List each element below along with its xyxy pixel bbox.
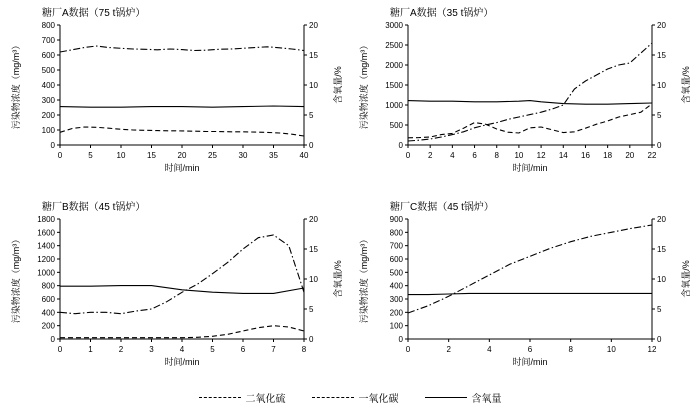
svg-text:500: 500 [389, 268, 403, 278]
svg-text:10: 10 [116, 151, 126, 160]
chart-panel-0 [8, 4, 348, 184]
svg-text:5: 5 [210, 345, 215, 354]
svg-text:10: 10 [657, 275, 666, 284]
chart-canvas-2 [8, 213, 348, 375]
svg-text:16: 16 [581, 151, 590, 160]
svg-text:4: 4 [450, 151, 455, 160]
svg-text:15: 15 [309, 245, 318, 254]
svg-text:10: 10 [606, 345, 616, 354]
svg-text:0: 0 [50, 335, 55, 344]
svg-text:500: 500 [41, 66, 55, 75]
svg-text:污染物浓度（mg/m³）: 污染物浓度（mg/m³） [359, 40, 369, 130]
svg-text:2000: 2000 [385, 61, 403, 70]
svg-text:100: 100 [41, 126, 55, 135]
chart-title-2: 糖厂B数据（45 t锅炉） [42, 202, 146, 213]
svg-text:5: 5 [309, 111, 314, 120]
svg-text:300: 300 [41, 96, 55, 105]
legend-item-2 [425, 390, 502, 405]
svg-text:15: 15 [657, 51, 666, 60]
svg-text:20: 20 [657, 215, 666, 224]
svg-text:800: 800 [41, 281, 55, 291]
svg-text:800: 800 [41, 21, 55, 30]
legend-label-0: 二氧化硫 [245, 393, 286, 405]
svg-text:3000: 3000 [385, 21, 403, 30]
svg-text:4: 4 [179, 345, 185, 354]
svg-text:0: 0 [398, 335, 403, 344]
svg-text:0: 0 [57, 151, 63, 160]
svg-text:600: 600 [389, 255, 403, 264]
svg-text:10: 10 [309, 275, 318, 284]
svg-text:1200: 1200 [37, 255, 55, 264]
svg-text:1500: 1500 [385, 81, 403, 90]
svg-text:3: 3 [149, 345, 154, 354]
svg-text:污染物浓度（mg/m³）: 污染物浓度（mg/m³） [11, 234, 21, 324]
svg-text:0: 0 [657, 335, 662, 344]
svg-text:1000: 1000 [37, 268, 55, 278]
legend-swatch-carbon-monoxide [312, 397, 354, 398]
svg-text:600: 600 [41, 295, 55, 304]
svg-text:含氧量/%: 含氧量/% [333, 260, 343, 298]
svg-text:时间/min: 时间/min [512, 163, 548, 173]
svg-text:40: 40 [299, 151, 309, 160]
chart-legend [0, 386, 700, 408]
svg-text:20: 20 [625, 151, 635, 160]
svg-text:2: 2 [427, 151, 433, 160]
svg-text:1600: 1600 [37, 228, 55, 238]
svg-text:1000: 1000 [385, 101, 403, 110]
svg-text:0: 0 [57, 345, 63, 354]
legend-label-2: 含氧量 [471, 393, 502, 405]
svg-text:8: 8 [301, 345, 307, 354]
chart-panel-3 [356, 198, 696, 378]
svg-text:30: 30 [238, 151, 248, 160]
svg-text:500: 500 [389, 121, 403, 130]
svg-text:2: 2 [446, 345, 451, 354]
legend-swatch-sulfur-dioxide [199, 397, 241, 398]
svg-text:0: 0 [657, 141, 662, 150]
svg-text:15: 15 [147, 151, 156, 160]
svg-text:6: 6 [240, 345, 246, 354]
legend-label-1: 一氧化碳 [358, 393, 399, 405]
chart-canvas-3 [356, 213, 696, 375]
svg-text:10: 10 [657, 81, 666, 90]
svg-text:7: 7 [271, 345, 276, 354]
svg-text:含氧量/%: 含氧量/% [681, 260, 691, 298]
svg-text:时间/min: 时间/min [512, 357, 548, 367]
svg-text:400: 400 [389, 281, 403, 291]
svg-text:300: 300 [389, 295, 403, 304]
svg-text:10: 10 [514, 151, 524, 160]
svg-text:8: 8 [494, 151, 499, 160]
svg-text:6: 6 [472, 151, 477, 160]
svg-text:12: 12 [536, 151, 546, 160]
svg-text:200: 200 [41, 321, 55, 331]
svg-text:12: 12 [647, 345, 657, 354]
svg-text:5: 5 [309, 305, 314, 314]
svg-text:0: 0 [309, 141, 314, 150]
svg-text:400: 400 [41, 81, 55, 90]
svg-text:8: 8 [568, 345, 573, 354]
svg-text:1800: 1800 [37, 215, 55, 224]
svg-text:4: 4 [487, 345, 492, 354]
svg-text:700: 700 [389, 241, 403, 251]
chart-canvas-1 [356, 19, 696, 181]
svg-text:800: 800 [389, 228, 403, 238]
svg-text:18: 18 [603, 151, 613, 160]
svg-text:0: 0 [405, 345, 411, 354]
chart-title-0: 糖厂A数据（75 t锅炉） [42, 8, 146, 19]
svg-text:1: 1 [88, 345, 93, 354]
svg-text:22: 22 [647, 151, 657, 160]
svg-text:700: 700 [41, 36, 55, 45]
legend-item-1 [312, 390, 399, 405]
svg-text:200: 200 [41, 111, 55, 120]
svg-text:100: 100 [389, 321, 403, 331]
svg-text:含氧量/%: 含氧量/% [681, 66, 691, 104]
svg-text:2: 2 [118, 345, 124, 354]
chart-canvas-0 [8, 19, 348, 181]
svg-text:时间/min: 时间/min [164, 357, 200, 367]
svg-text:0: 0 [398, 141, 403, 150]
svg-text:20: 20 [309, 215, 318, 224]
chart-title-3: 糖厂C数据（45 t锅炉） [390, 202, 494, 213]
svg-text:35: 35 [269, 151, 278, 160]
svg-text:20: 20 [657, 21, 666, 30]
svg-text:0: 0 [309, 335, 314, 344]
svg-text:5: 5 [657, 305, 662, 314]
svg-text:400: 400 [41, 308, 55, 318]
svg-text:污染物浓度（mg/m³）: 污染物浓度（mg/m³） [359, 234, 369, 324]
svg-text:600: 600 [41, 51, 55, 60]
svg-text:900: 900 [389, 215, 403, 224]
chart-panel-1 [356, 4, 696, 184]
svg-text:5: 5 [88, 151, 93, 160]
svg-text:20: 20 [309, 21, 318, 30]
svg-text:1400: 1400 [37, 241, 55, 251]
svg-text:25: 25 [208, 151, 217, 160]
svg-text:200: 200 [389, 308, 403, 318]
legend-item-0 [199, 390, 286, 405]
svg-text:污染物浓度（mg/m³）: 污染物浓度（mg/m³） [11, 40, 21, 130]
svg-text:2500: 2500 [385, 41, 403, 50]
chart-panel-2 [8, 198, 348, 378]
legend-swatch-oxygen [425, 397, 467, 398]
svg-text:0: 0 [405, 151, 411, 160]
svg-text:5: 5 [657, 111, 662, 120]
svg-text:含氧量/%: 含氧量/% [333, 66, 343, 104]
svg-text:时间/min: 时间/min [164, 163, 200, 173]
svg-text:15: 15 [657, 245, 666, 254]
svg-text:20: 20 [177, 151, 187, 160]
svg-text:6: 6 [527, 345, 533, 354]
svg-text:15: 15 [309, 51, 318, 60]
svg-text:10: 10 [309, 81, 318, 90]
svg-text:0: 0 [50, 141, 55, 150]
svg-text:14: 14 [558, 151, 568, 160]
chart-title-1: 糖厂A数据（35 t锅炉） [390, 8, 494, 19]
